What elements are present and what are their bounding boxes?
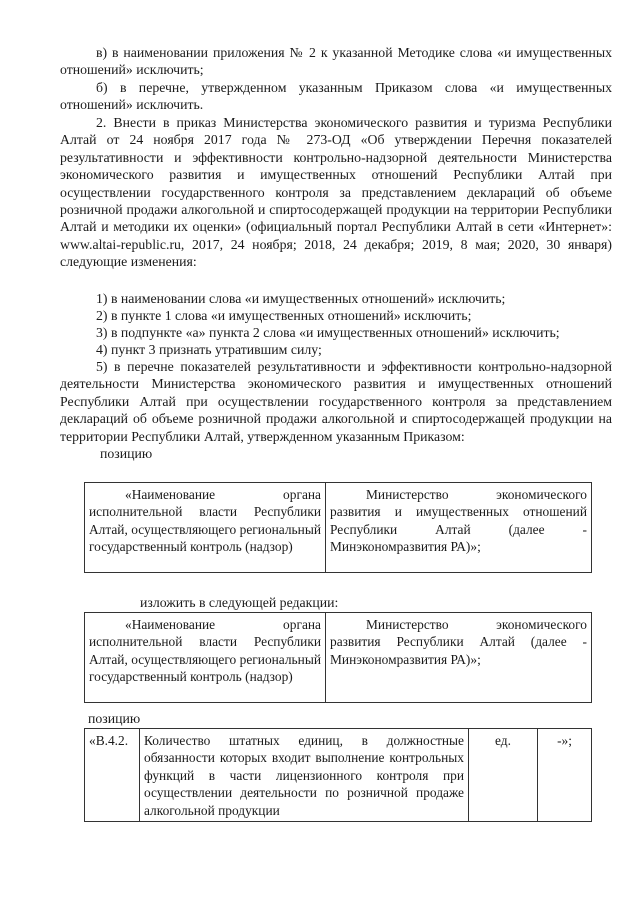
table-row	[85, 613, 592, 703]
list-item-1: 1) в наименовании слова «и имущественных отношений» исключить;	[96, 291, 506, 306]
table-cell-value: -»;	[538, 729, 592, 822]
table-row	[85, 483, 592, 573]
table-b42-position	[84, 728, 592, 822]
table-cell-organ-label: «Наименование органа исполнительной власти Республики Алтай, осуществляющего региональный государственный контроль (надзор)	[85, 483, 326, 573]
paragraph-item-b: б) в перечне, утвержденном указанным Приказом слова «и имущественных отношений» исключить.	[60, 80, 612, 113]
paragraph-item-v: в) в наименовании приложения № 2 к указанной Методике слова «и имущественных отношений» исключить;	[60, 45, 612, 78]
list-item-4: 4) пункт 3 признать утратившим силу;	[96, 342, 322, 357]
table-cell-code: «В.4.2.	[85, 729, 140, 822]
list-item-3: 3) в подпункте «а» пункта 2 слова «и имущественных отношений» исключить;	[96, 325, 560, 340]
paragraph-section-2: 2. Внести в приказ Министерства экономического развития и туризма Республики Алтай от 24 ноября 2017 года № 273-ОД «Об утверждении Перечня показателей результативности и эффективности контрольно-надзорной деятельности Министерства экономического развития и имущественных отношений Республики Алтай при осуществлении государственного контроля за представлением деклараций об объеме розничной продажи алкогольной и спиртосодержащей продукции на территории Республики Алтай и методики их оценки» (официальный портал Республики Алтай в сети «Интернет»: www.altai-republic.ru, 2017, 24 ноября; 2018, 24 декабря; 2019, 8 мая; 2020, 30 января) следующие изменения:	[60, 115, 612, 270]
list-item-5: 5) в перечне показателей результативности и эффективности контрольно-надзорной деятельности Министерства экономического развития и имущественных отношений Республики Алтай при осуществлении государственного контроля за представлением деклараций об объеме розничной продажи алкогольной и спиртосодержащей продукции на территории Республики Алтай, утвержденном указанным Приказом:	[60, 359, 612, 444]
table-cell-organ-name: Министерство экономического развития и имущественных отношений Республики Алтай (далее - Минэкономразвития РА)»;	[326, 483, 592, 573]
table-cell-indicator-text: Количество штатных единиц, в должностные обязанности которых входит выполнение контрольных функций в части лицензионного контроля при осуществлении деятельности по розничной продаже алкогольной продукции	[140, 729, 469, 822]
table-new-position	[84, 612, 592, 703]
table-old-position	[84, 482, 592, 573]
table-cell-organ-name: Министерство экономического развития Республики Алтай (далее - Минэкономразвития РА)»;	[326, 613, 592, 703]
table-cell-unit: ед.	[469, 729, 538, 822]
list-item-2: 2) в пункте 1 слова «и имущественных отношений» исключить;	[96, 308, 472, 323]
label-izlozhit: изложить в следующей редакции:	[140, 595, 339, 610]
table-cell-organ-label: «Наименование органа исполнительной власти Республики Алтай, осуществляющего региональный государственный контроль (надзор)	[85, 613, 326, 703]
label-poziciyu-2: позицию	[88, 711, 141, 726]
label-poziciyu-1: позицию	[100, 446, 153, 461]
table-row	[85, 729, 592, 822]
